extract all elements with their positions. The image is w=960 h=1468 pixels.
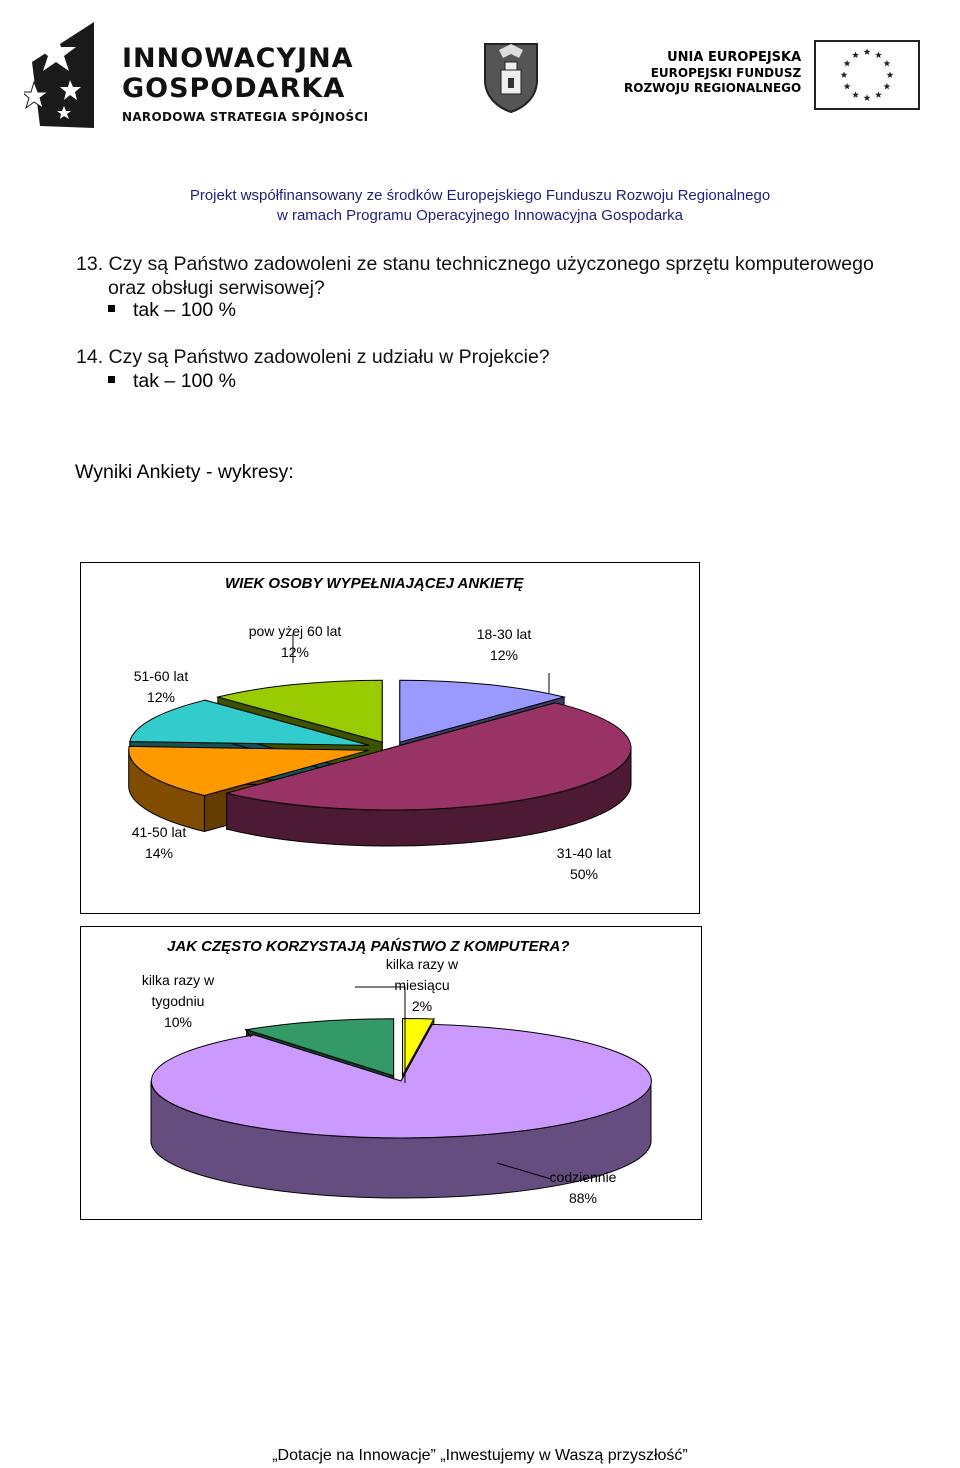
data-label-51-60: 51-60 lat 12% [133, 668, 189, 705]
coat-of-arms-icon [481, 40, 541, 114]
bullet-square-icon [108, 305, 115, 312]
answer-14 [108, 369, 236, 393]
data-label-over-60: pow yżej 60 lat 12% [248, 623, 342, 660]
logo-line: NARODOWA STRATEGIA SPÓJNOŚCI [122, 110, 369, 124]
eu-flag-icon [814, 40, 920, 110]
answer-13 [108, 298, 236, 322]
logo-line: ROZWOJU REGIONALNEGO [624, 81, 802, 95]
data-label-18-30: 18-30 lat 12% [476, 626, 532, 663]
section-title: Wyniki Ankiety - wykresy: [75, 461, 294, 483]
age-chart [80, 562, 700, 914]
question-13 [76, 252, 874, 300]
logo-line: GOSPODARKA [122, 73, 346, 104]
logo-line: UNIA EUROPEJSKA [667, 50, 802, 65]
question-text: oraz obsługi serwisowej? [108, 277, 325, 299]
logo-line: EUROPEJSKI FUNDUSZ [650, 66, 802, 80]
data-label-monthly: kilka razy w miesiącu 2% [385, 956, 459, 1014]
computer-usage-chart [80, 926, 702, 1220]
project-cofinancing-note [0, 186, 960, 226]
project-line-2: w ramach Programu Operacyjnego Innowacyjna Gospodarka [276, 207, 684, 224]
question-text: 14. Czy są Państwo zadowoleni z udziału w Projekcie? [76, 346, 550, 368]
footer-slogan: „Dotacje na Innowacje” „Inwestujemy w Waszą przyszłość” [272, 1447, 688, 1464]
innowacyjna-gospodarka-logo-mark [24, 22, 100, 128]
question-14 [76, 345, 550, 369]
bullet-square-icon [108, 376, 115, 383]
question-text: 13. Czy są Państwo zadowoleni ze stanu technicznego użyczonego sprzętu komputerowego [76, 253, 874, 275]
innowacyjna-gospodarka-logo-text [122, 44, 368, 124]
eu-logo-text [624, 50, 801, 96]
project-line-1: Projekt współfinansowany ze środków Europejskiego Funduszu Rozwoju Regionalnego [189, 187, 771, 204]
answer-text: tak – 100 % [133, 370, 236, 392]
answer-text: tak – 100 % [133, 299, 236, 321]
pie-slice-codziennie [151, 1024, 651, 1138]
data-label-weekly: kilka razy w tygodniu 10% [141, 972, 215, 1030]
logo-line: INNOWACYJNA [122, 43, 354, 74]
data-label-31-40: 31-40 lat 50% [556, 845, 612, 882]
chart-title: WIEK OSOBY WYPEŁNIAJĄCEJ ANKIETĘ [225, 575, 524, 592]
data-label-41-50: 41-50 lat 14% [131, 824, 187, 861]
chart-title: JAK CZĘSTO KORZYSTAJĄ PAŃSTWO Z KOMPUTERA? [167, 938, 570, 955]
data-label-daily: codziennie 88% [549, 1169, 617, 1206]
